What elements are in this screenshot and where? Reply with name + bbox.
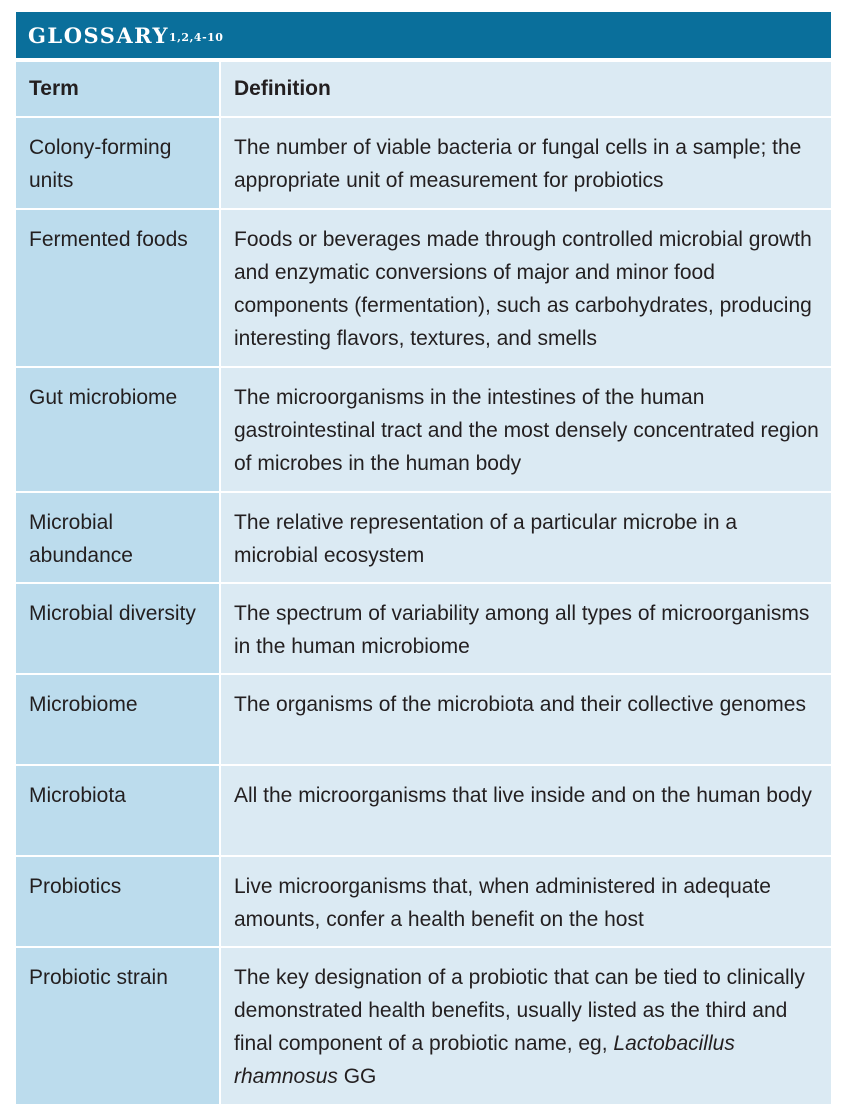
table-row: [16, 116, 831, 208]
definition-species-name: Lactobacillus rhamnosus: [234, 1032, 735, 1088]
term-cell: Microbiota: [16, 766, 221, 855]
table-header-row: [16, 60, 831, 116]
term-cell: Microbial diversity: [16, 584, 221, 673]
term-cell: Fermented foods: [16, 210, 221, 366]
column-header-term: Term: [16, 62, 221, 116]
glossary-title-bar: [16, 12, 831, 60]
table-row: [16, 946, 831, 1104]
term-cell: Colony-forming units: [16, 118, 221, 208]
definition-cell: The relative representation of a particular microbe in a microbial ecosystem: [221, 493, 831, 582]
glossary-title: GLOSSARY: [28, 22, 169, 48]
definition-cell: Live microorganisms that, when administered in adequate amounts, confer a health benefit on the host: [221, 857, 831, 946]
term-cell: Microbial abundance: [16, 493, 221, 582]
definition-cell: Foods or beverages made through controlled microbial growth and enzymatic conversions of major and minor food components (fermentation), such as carbohydrates, producing interesting flavors, textures, and smells: [221, 210, 831, 366]
table-row: [16, 582, 831, 673]
table-row: [16, 673, 831, 764]
definition-cell: [221, 948, 831, 1104]
definition-strain-suffix: GG: [337, 1065, 377, 1088]
table-row: [16, 855, 831, 946]
term-cell: Probiotics: [16, 857, 221, 946]
definition-cell: The organisms of the microbiota and their collective genomes: [221, 675, 831, 764]
table-row: [16, 208, 831, 366]
table-row: [16, 764, 831, 855]
column-header-definition: Definition: [221, 62, 831, 116]
table-row: [16, 491, 831, 582]
definition-text: The key designation of a probiotic that can be tied to clinically demonstrated health benefits, usually listed as the third and final component of a probiotic name, eg,: [234, 966, 805, 1055]
table-row: [16, 366, 831, 491]
definition-cell: The spectrum of variability among all types of microorganisms in the human microbiome: [221, 584, 831, 673]
definition-cell: The microorganisms in the intestines of the human gastrointestinal tract and the most densely concentrated region of microbes in the human body: [221, 368, 831, 491]
definition-cell: All the microorganisms that live inside and on the human body: [221, 766, 831, 855]
definition-cell: The number of viable bacteria or fungal cells in a sample; the appropriate unit of measurement for probiotics: [221, 118, 831, 208]
term-cell: Microbiome: [16, 675, 221, 764]
term-cell: Gut microbiome: [16, 368, 221, 491]
glossary-table: [16, 12, 831, 1104]
glossary-title-references: 1,2,4-10: [168, 30, 224, 44]
term-cell: Probiotic strain: [16, 948, 221, 1104]
